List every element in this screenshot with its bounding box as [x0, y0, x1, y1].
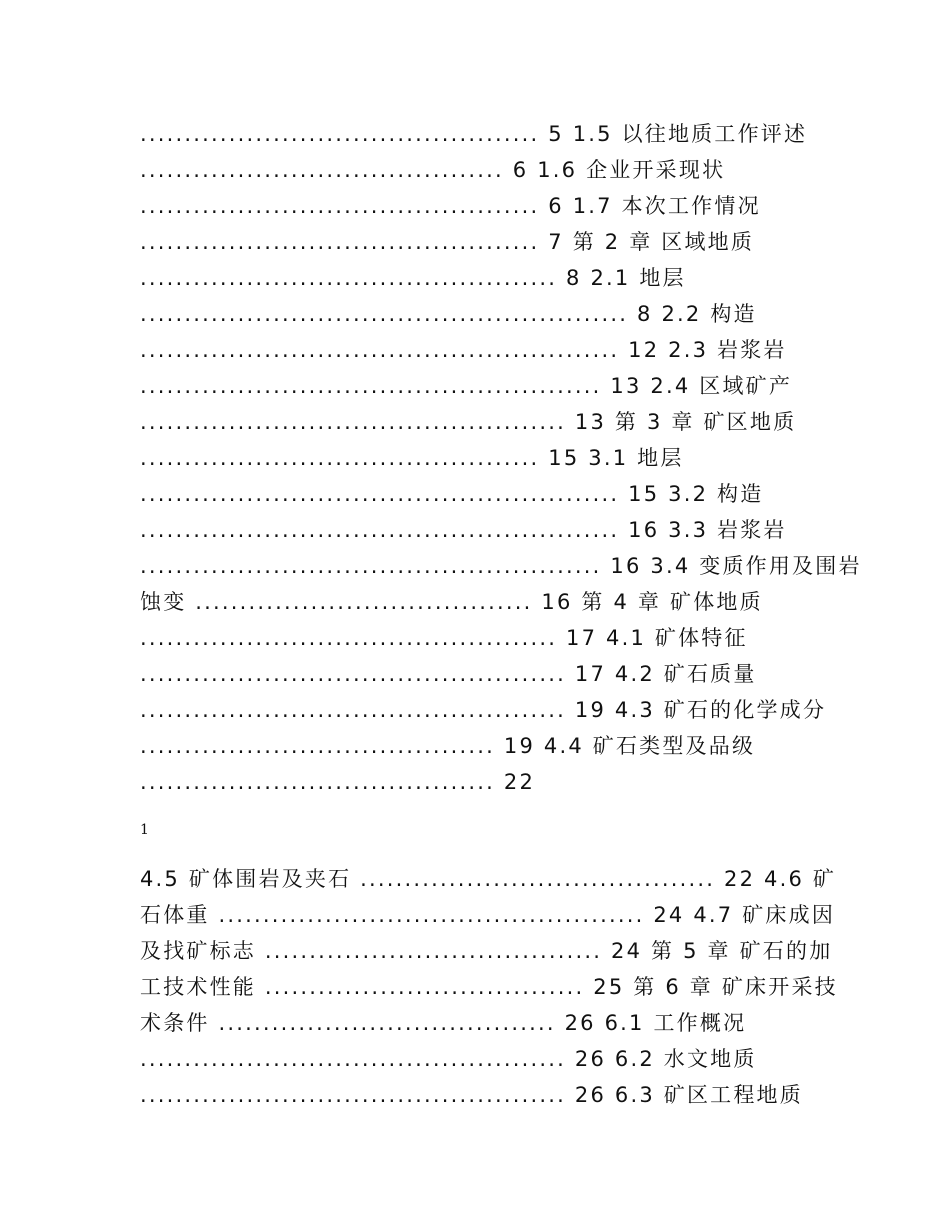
toc-line: ............................................. 7 第 2 章 区域地质: [140, 230, 755, 254]
toc-line: 术条件 ...................................... 26 6.1 工作概况: [140, 1011, 747, 1035]
toc-line: 工技术性能 .................................... 25 第 6 章 矿床开采技: [140, 975, 838, 999]
toc-line: ........................................ 19 4.4 矿石类型及品级: [140, 734, 756, 758]
toc-line: ............................................. 6 1.7 本次工作情况: [140, 194, 761, 218]
toc-line: ....................................................... 8 2.2 构造: [140, 302, 757, 326]
toc-line: ............................................... 17 4.1 矿体特征: [140, 626, 748, 650]
toc-line: ......................................... 6 1.6 企业开采现状: [140, 158, 726, 182]
toc-line: ............................................. 15 3.1 地层: [140, 446, 684, 470]
toc-line: ................................................ 17 4.2 矿石质量: [140, 662, 757, 686]
toc-line: ...................................................... 12 2.3 岩浆岩: [140, 338, 787, 362]
toc-line: .................................................... 13 2.4 区域矿产: [140, 374, 793, 398]
page-number: 1: [140, 822, 149, 838]
toc-line: 蚀变 ...................................... 16 第 4 章 矿体地质: [140, 590, 763, 614]
toc-line: ............................................. 5 1.5 以往地质工作评述: [140, 122, 808, 146]
toc-line: ...................................................... 15 3.2 构造: [140, 482, 764, 506]
toc-line: ................................................ 26 6.2 水文地质: [140, 1047, 757, 1071]
toc-line: 4.5 矿体围岩及夹石 ........................................ 22 4.6 矿: [140, 867, 837, 891]
toc-line: 及找矿标志 ...................................... 24 第 5 章 矿石的加: [140, 939, 833, 963]
toc-line: ................................................ 19 4.3 矿石的化学成分: [140, 698, 827, 722]
toc-line: ................................................ 13 第 3 章 矿区地质: [140, 410, 797, 434]
toc-line: .................................................... 16 3.4 变质作用及围岩: [140, 554, 862, 578]
toc-line: ........................................ 22: [140, 770, 536, 794]
toc-line: ................................................ 26 6.3 矿区工程地质: [140, 1083, 803, 1107]
toc-line: ...................................................... 16 3.3 岩浆岩: [140, 518, 787, 542]
toc-line: ............................................... 8 2.1 地层: [140, 266, 686, 290]
toc-line: 石体重 ................................................ 24 4.7 矿床成因: [140, 903, 836, 927]
